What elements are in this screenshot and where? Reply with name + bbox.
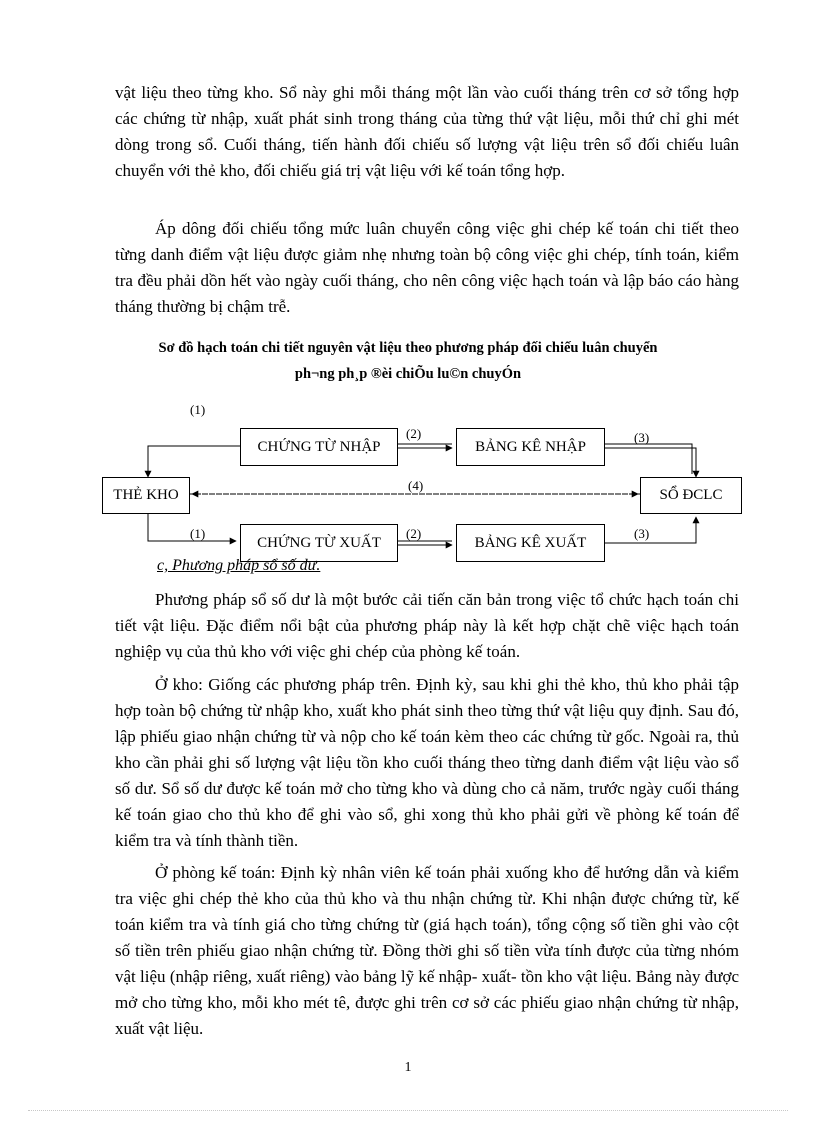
box-bang-ke-xuat: BẢNG KÊ XUẤT [456, 524, 605, 562]
label-2-top: (2) [406, 426, 422, 441]
arrow-3-top [605, 448, 696, 477]
label-4-mid: (4) [408, 478, 424, 493]
box-bang-ke-nhap: BẢNG KÊ NHẬP [456, 428, 605, 466]
paragraph-1: vật liệu theo từng kho. Sổ này ghi mỗi tháng một lần vào cuối tháng trên cơ sở tổng hợp các chứng từ nhập, xuất phát sinh trong tháng của từng thứ vật liệu, mỗi thứ chỉ ghi mét dòng trong sổ. Cuối tháng, tiến hành đối chiếu số lượng vật liệu trên sổ đối chiếu luân chuyển với thẻ kho, đối chiếu giá trị vật liệu với kế toán tổng hợp. [115, 83, 739, 180]
paragraph-3: Phương pháp sổ số dư là một bước cải tiến căn bản trong việc tổ chức hạch toán chi tiết vật liệu. Đặc điểm nổi bật của phương pháp này là kết hợp chặt chẽ việc hạch toán nghiệp vụ của thủ kho với việc ghi chép của phòng kế toán. [115, 590, 739, 661]
box-chung-tu-nhap: CHỨNG TỪ NHẬP [240, 428, 398, 466]
diagram-caption-line-2: ph¬ng ph¸p ®èi chiÕu lu©n chuyÓn [294, 366, 522, 382]
box-chung-tu-xuat: CHỨNG TỪ XUẤT [240, 524, 398, 562]
footer-divider [28, 1110, 788, 1111]
page-number: 1 [404, 1060, 412, 1075]
label-2-bottom: (2) [406, 526, 422, 541]
box-the-kho: THẺ KHO [102, 477, 190, 514]
diagram-caption-line-1: Sơ đồ hạch toán chi tiết nguyên vật liệu theo phương pháp đối chiếu luân chuyển [158, 340, 658, 356]
box-so-dclc: SỔ ĐCLC [640, 477, 742, 514]
label-3-top: (3) [634, 430, 650, 445]
label-3-bottom: (3) [634, 526, 650, 541]
arrow-1-top [148, 446, 240, 477]
paragraph-2: Áp dông đối chiếu tổng mức luân chuyển công việc ghi chép kế toán chi tiết theo từng danh điểm vật liệu được giảm nhẹ nhưng toàn bộ công việc ghi chép, tính toán, kiểm tra đều phải dồn hết vào ngày cuối tháng, cho nên công việc hạch toán và lập báo cáo hàng tháng thường bị chậm trễ. [115, 219, 739, 316]
label-1-top: (1) [190, 402, 206, 417]
section-heading: c, Phương pháp sổ số dư. [157, 557, 321, 574]
arrow-3-bottom [605, 517, 696, 543]
paragraph-5: Ở phòng kế toán: Định kỳ nhân viên kế toán phải xuống kho để hướng dẫn và kiểm tra việc ghi chép thẻ kho của thủ kho và thu nhận chứng từ. Khi nhận được chứng từ, kế toán kiểm tra và tính giá cho từng chứng từ (giá hạch toán), tổng cộng số tiền ghi vào cột số tiền trên phiếu giao nhận chứng từ. Đồng thời ghi số tiền vừa tính được của từng nhóm vật liệu (nhập riêng, xuất riêng) vào bảng lỹ kế nhập- xuất- tồn kho vật liệu. Bảng này được mở cho từng kho, mỗi kho mét tê, được ghi trên cơ sở các phiếu giao nhận chứng từ nhập, xuất vật liệu. [115, 863, 739, 1038]
paragraph-4: Ở kho: Giống các phương pháp trên. Định kỳ, sau khi ghi thẻ kho, thủ kho phải tập hợp toàn bộ chứng từ nhập kho, xuất kho phát sinh theo từng thứ vật liệu quy định. Sau đó, lập phiếu giao nhận chứng từ và nộp cho kế toán kèm theo các chứng từ gốc. Ngoài ra, thủ kho cần phải ghi số lượng vật liệu tồn kho cuối tháng theo từng danh điểm vật liệu vào sổ số dư. Sổ số dư được kế toán mở cho từng kho và dùng cho cả năm, trước ngày cuối tháng kế toán giao cho thủ kho để ghi vào sổ, ghi xong thủ kho phải gửi về phòng kế toán để kiểm tra và tính thành tiền. [115, 675, 739, 850]
label-1-bottom: (1) [190, 526, 206, 541]
